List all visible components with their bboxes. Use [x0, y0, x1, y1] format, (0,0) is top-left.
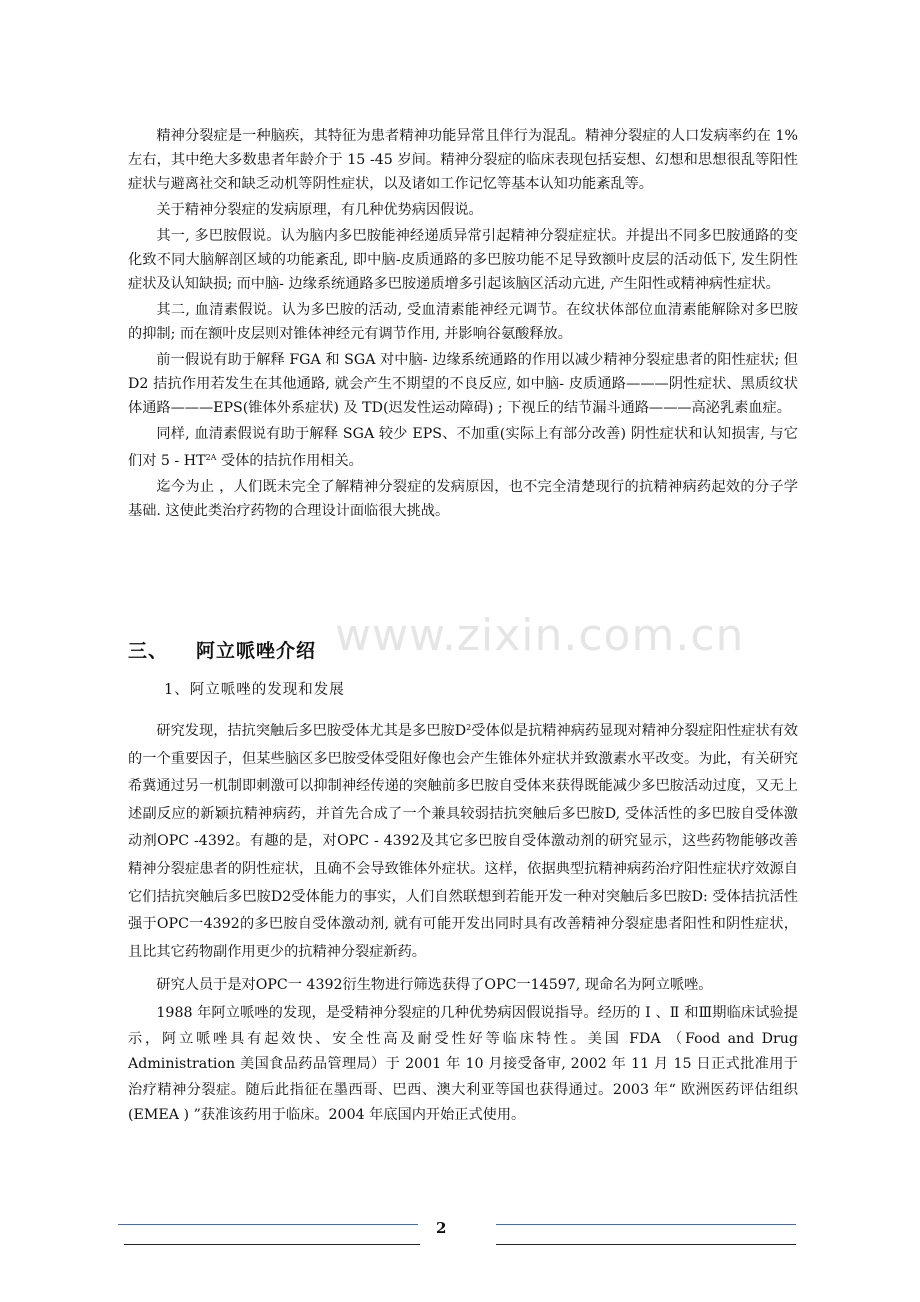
paragraph: 其二, 血清素假说。认为多巴胺的活动, 受血清素能神经元调节。在纹状体部位血清素能解除对多巴胺的抑制; 而在额叶皮层则对锥体神经元有调节作用, 并影响谷氨酸释放。	[128, 302, 798, 342]
paragraph-text: 研究发现，拮抗突触后多巴胺受体尤其是多巴胺D	[156, 723, 467, 739]
section-1-body	[128, 124, 798, 523]
footer-rule-right-top	[496, 1224, 796, 1225]
paragraph	[128, 714, 798, 966]
footer-rule-right-bottom	[496, 1244, 796, 1245]
paragraph: 关于精神分裂症的发病原理，有几种优势病因假说。	[156, 202, 483, 218]
heading-title: 阿立哌唑介绍	[196, 640, 317, 662]
paragraph-text: 同样, 血清素假说有助于解释 SGA 较少 EPS、不加重(实际上有部分改善) 阴性症状和认知损害, 与它们对 5 - HT	[128, 426, 798, 469]
section-heading	[128, 636, 316, 663]
subsection-heading: 1、阿立哌唑的发现和发展	[164, 682, 345, 698]
paragraph: 精神分裂症是一种脑疾，其特征为患者精神功能异常且伴行为混乱。精神分裂症的人口发病率约在 1%左右，其中绝大多数患者年龄介于 15 -45 岁间。精神分裂症的临床表现包括妄想、幻想和思想很乱等阳性症状与避离社交和缺乏动机等阴性症状，以及诸如工作记忆等基本认知功能紊乱等。	[128, 128, 798, 192]
heading-number: 三、	[128, 640, 169, 662]
paragraph: 研究人员于是对OPC一 4392衍生物进行筛选获得了OPC一14597, 现命名为阿立哌唑。	[156, 977, 713, 994]
paragraph: 前一假说有助于解释 FGA 和 SGA 对中脑- 边缘系统通路的作用以减少精神分裂症患者的阳性症状; 但 D2 拮抗作用若发生在其他通路, 就会产生不期望的不良反应, 如中脑- 皮质通路———阴性症状、黑质纹状体通路———EPS(锥体外系症状) 及 TD(迟发性运动障碍) ; 下视丘的结节漏斗通路———高泌乳素血症。	[128, 352, 798, 416]
footer-rule-left-bottom	[124, 1244, 420, 1245]
paragraph: 1988 年阿立哌唑的发现，是受精神分裂症的几种优势病因假说指导。经历的 Ⅰ 、Ⅱ 和Ⅲ期临床试验提示，阿立哌唑具有起效快、安全性高及耐受性好等临床特性。美国 FDA （Food and Drug Administration 美国食品药品管理局）于 2001 年 10 月接受备审, 2002 年 11 月 15 日正式批准用于治疗精神分裂症。随后此指征在墨西哥、巴西、澳大利亚等国也获得通过。2003 年“ 欧洲医药评估组织(EMEA ) ”获准该药用于临床。2004 年底国内开始正式使用。	[128, 1005, 798, 1124]
page-number: 2	[436, 1219, 447, 1237]
footer-rule-left-top	[118, 1224, 418, 1225]
superscript: 2	[466, 723, 472, 732]
paragraph: 其一, 多巴胺假说。认为脑内多巴胺能神经递质异常引起精神分裂症症状。并提出不同多巴胺通路的变化致不同大脑解剖区域的功能紊乱, 即中脑-皮质通路的多巴胺功能不足导致额叶皮层的活动低下, 发生阴性症状及认知缺损; 而中脑- 边缘系统通路多巴胺递质增多引起该脑区活动亢进, 产生阳性或精神病性症状。	[128, 228, 798, 292]
paragraph: 迄今为止 ，人们既未完全了解精神分裂症的发病原因，也不完全清楚现行的抗精神病药起效的分子学基础. 这使此类治疗药物的合理设计面临很大挑战。	[128, 479, 798, 519]
paragraph-text: 受体似是抗精神病药显现对精神分裂症阳性症状有效的一个重要因子，但某些脑区多巴胺受体受阻好像也会产生锥体外症状并致激素水平改变。为此，有关研究希冀通过另一机制即刺激可以抑制神经传递的突触前多巴胺自受体来获得既能减少多巴胺活动过度，又无上述副反应的新颖抗精神病药，并首先合成了一个兼具较弱拮抗突触后多巴胺D, 受体活性的多巴胺自受体激动剂OPC -4392。有趣的是，对OPC - 4392及其它多巴胺自受体激动剂的研究显示，这些药物能够改善精神分裂症患者的阴性症状，且确不会导致锥体外症状。这样，依据典型抗精神病药治疗阳性症状疗效源自它们拮抗突触后多巴胺D2受体能力的事实，人们自然联想到若能开发一种对突触后多巴胺D: 受体拮抗活性强于OPC一4392的多巴胺自受体激动剂, 就有可能开发出同时具有改善精神分裂症患者阳性和阴性症状，且比其它药物副作用更少的抗精神分裂症新药。	[128, 723, 798, 960]
paragraph-text: 受体的拮抗作用相关。	[216, 453, 363, 469]
section-2-body	[128, 714, 798, 1129]
superscript: 2A	[205, 453, 217, 462]
paragraph	[128, 422, 798, 473]
watermark: www.zixin.com.cn	[335, 610, 745, 661]
page-footer	[118, 1216, 798, 1250]
